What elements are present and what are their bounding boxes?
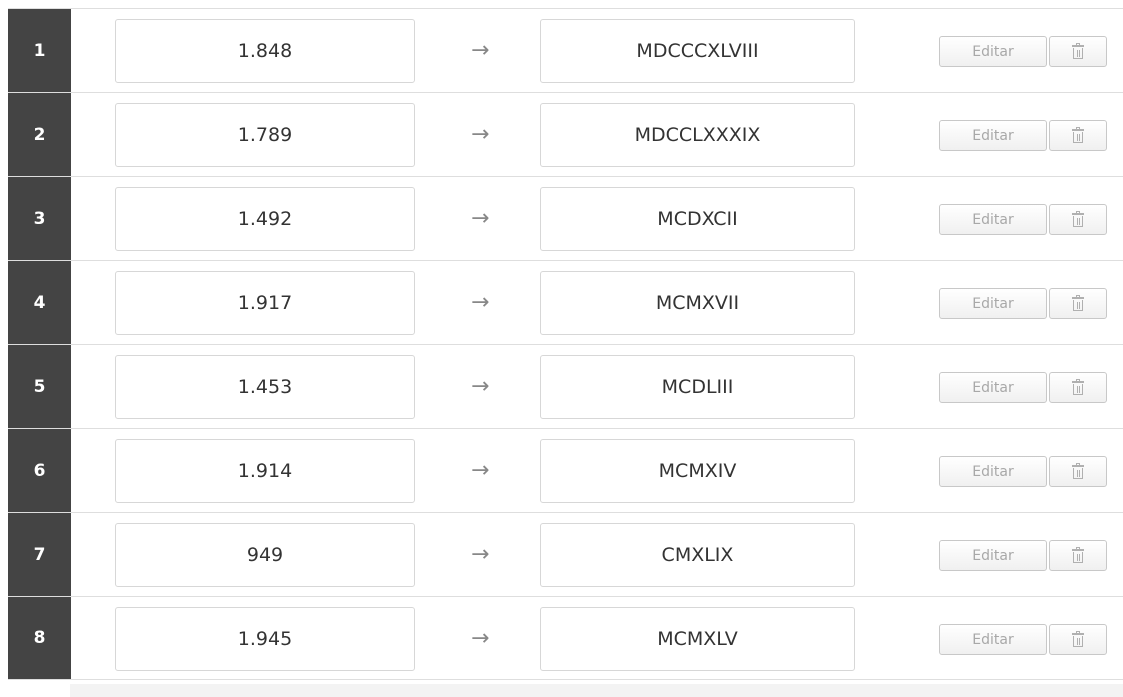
row-index: 2 <box>8 93 71 176</box>
arabic-number-field: 1.917 <box>115 271 415 335</box>
roman-numeral-field: MCDXCII <box>540 187 855 251</box>
roman-numeral-field: CMXLIX <box>540 523 855 587</box>
arrow-right-icon: → <box>471 122 490 147</box>
list-item <box>8 428 1123 512</box>
arabic-number-field: 1.848 <box>115 19 415 83</box>
list-item <box>8 596 1123 680</box>
arrow-right-icon: → <box>471 290 490 315</box>
row-index: 4 <box>8 261 71 344</box>
arabic-number-field: 1.492 <box>115 187 415 251</box>
list-item <box>8 92 1123 176</box>
delete-button[interactable] <box>1049 120 1107 151</box>
delete-button[interactable] <box>1049 372 1107 403</box>
list-footer <box>70 684 1123 697</box>
arabic-number-field: 1.914 <box>115 439 415 503</box>
trash-icon <box>1072 45 1084 59</box>
edit-button[interactable]: Editar <box>939 120 1047 151</box>
delete-button[interactable] <box>1049 540 1107 571</box>
trash-icon <box>1072 381 1084 395</box>
row-index: 7 <box>8 513 71 596</box>
arrow-right-icon: → <box>471 206 490 231</box>
edit-button[interactable]: Editar <box>939 288 1047 319</box>
edit-button[interactable]: Editar <box>939 456 1047 487</box>
arrow-right-icon: → <box>471 542 490 567</box>
edit-button[interactable]: Editar <box>939 204 1047 235</box>
roman-numeral-field: MCMXVII <box>540 271 855 335</box>
arrow-right-icon: → <box>471 458 490 483</box>
trash-icon <box>1072 213 1084 227</box>
edit-button[interactable]: Editar <box>939 540 1047 571</box>
trash-icon <box>1072 633 1084 647</box>
list-item <box>8 344 1123 428</box>
list-item <box>8 512 1123 596</box>
delete-button[interactable] <box>1049 36 1107 67</box>
list-item <box>8 260 1123 344</box>
roman-numeral-field: MCMXIV <box>540 439 855 503</box>
delete-button[interactable] <box>1049 456 1107 487</box>
row-index: 6 <box>8 429 71 512</box>
delete-button[interactable] <box>1049 204 1107 235</box>
arrow-right-icon: → <box>471 38 490 63</box>
row-index: 5 <box>8 345 71 428</box>
list-item <box>8 8 1123 92</box>
arrow-right-icon: → <box>471 374 490 399</box>
edit-button[interactable]: Editar <box>939 624 1047 655</box>
arrow-right-icon: → <box>471 625 490 651</box>
trash-icon <box>1072 465 1084 479</box>
trash-icon <box>1072 129 1084 143</box>
delete-button[interactable] <box>1049 624 1107 655</box>
conversion-list <box>8 8 1123 680</box>
delete-button[interactable] <box>1049 288 1107 319</box>
trash-icon <box>1072 549 1084 563</box>
row-index: 8 <box>8 597 71 679</box>
arabic-number-field: 1.789 <box>115 103 415 167</box>
row-index: 3 <box>8 177 71 260</box>
roman-numeral-field: MCDLIII <box>540 355 855 419</box>
arabic-number-field: 949 <box>115 523 415 587</box>
roman-numeral-field: MDCCCXLVIII <box>540 19 855 83</box>
row-index: 1 <box>8 9 71 92</box>
roman-numeral-field: MDCCLXXXIX <box>540 103 855 167</box>
trash-icon <box>1072 297 1084 311</box>
list-item <box>8 176 1123 260</box>
arabic-number-field: 1.945 <box>115 607 415 671</box>
edit-button[interactable]: Editar <box>939 36 1047 67</box>
edit-button[interactable]: Editar <box>939 372 1047 403</box>
arabic-number-field: 1.453 <box>115 355 415 419</box>
roman-numeral-field: MCMXLV <box>540 607 855 671</box>
